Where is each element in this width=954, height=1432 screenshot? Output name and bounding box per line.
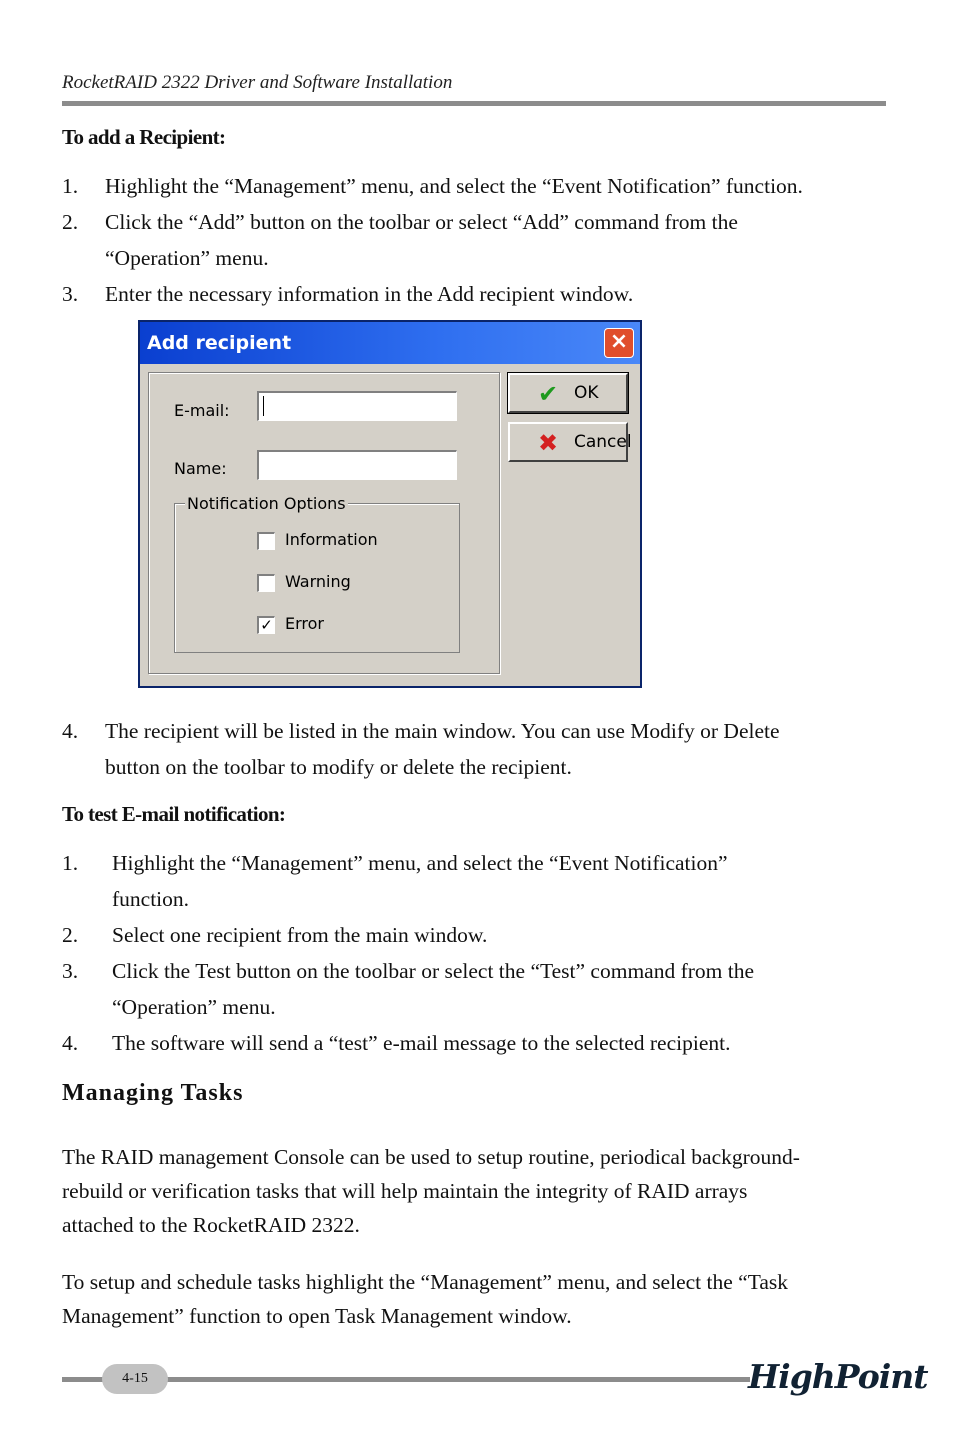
list-number: 2. [62,923,79,947]
information-label: Information [285,530,378,549]
section-title-add-recipient: To add a Recipient: [62,125,226,149]
text-caret [263,396,264,416]
email-field[interactable] [257,391,457,421]
paragraph-line: rebuild or verification tasks that will help maintain the integrity of RAID arrays [62,1179,748,1203]
list-number: 1. [62,851,79,875]
paragraph-line: The RAID management Console can be used to setup routine, periodical background- [62,1145,800,1169]
list-number: 3. [62,959,79,983]
list-text: The software will send a “test” e-mail message to the selected recipient. [112,1031,731,1055]
list-text: Enter the necessary information in the Add recipient window. [105,282,634,306]
list-text-continued: function. [112,887,190,911]
running-header: RocketRAID 2322 Driver and Software Installation [62,72,453,93]
close-button[interactable] [604,328,634,358]
warning-label: Warning [285,572,351,591]
name-label: Name: [174,459,227,478]
list-number: 2. [62,210,79,234]
cancel-button-label: Cancel [574,432,632,452]
email-label: E-mail: [174,401,230,420]
highpoint-logo: HighPoint [748,1357,928,1396]
ok-button-label: OK [574,383,599,403]
paragraph-line: attached to the RocketRAID 2322. [62,1213,360,1237]
list-text: Select one recipient from the main window. [112,923,488,947]
list-text-continued: “Operation” menu. [105,246,269,270]
paragraph-line: Management” function to open Task Management window. [62,1304,572,1328]
managing-tasks-heading: Managing Tasks [62,1080,244,1106]
error-checkbox[interactable]: ✓ [257,616,275,634]
section-title-test-email: To test E-mail notification: [62,802,286,826]
list-text: Highlight the “Management” menu, and select the “Event Notification” function. [105,174,803,198]
list-text-continued: button on the toolbar to modify or delete the recipient. [105,755,572,779]
add-recipient-dialog [138,320,642,688]
warning-checkbox[interactable] [257,574,275,592]
page-number: 4-15 [102,1364,168,1394]
cancel-button[interactable] [508,422,632,462]
list-text: Click the Test button on the toolbar or select the “Test” command from the [112,959,755,983]
list-text-continued: “Operation” menu. [112,995,276,1019]
error-label: Error [285,614,324,633]
paragraph-line: To setup and schedule tasks highlight the “Management” menu, and select the “Task [62,1270,788,1294]
form-panel [148,372,500,674]
list-text: Click the “Add” button on the toolbar or select “Add” command from the [105,210,738,234]
list-number: 4. [62,719,79,743]
header-rule [62,101,886,106]
dialog-title: Add recipient [147,332,292,354]
checkmark-icon: ✔ [538,380,559,408]
notification-options-group [174,494,460,653]
dialog-title-bar[interactable] [140,322,640,364]
list-number: 4. [62,1031,79,1055]
list-number: 1. [62,174,79,198]
name-field[interactable] [257,450,457,480]
list-text: Highlight the “Management” menu, and select the “Event Notification” [112,851,728,875]
information-checkbox[interactable] [257,532,275,550]
cross-icon: ✖ [538,429,559,457]
ok-button[interactable] [508,373,628,413]
close-icon: × [609,329,629,354]
list-text: The recipient will be listed in the main window. You can use Modify or Delete [105,719,780,743]
group-label: Notification Options [187,494,346,513]
list-number: 3. [62,282,79,306]
